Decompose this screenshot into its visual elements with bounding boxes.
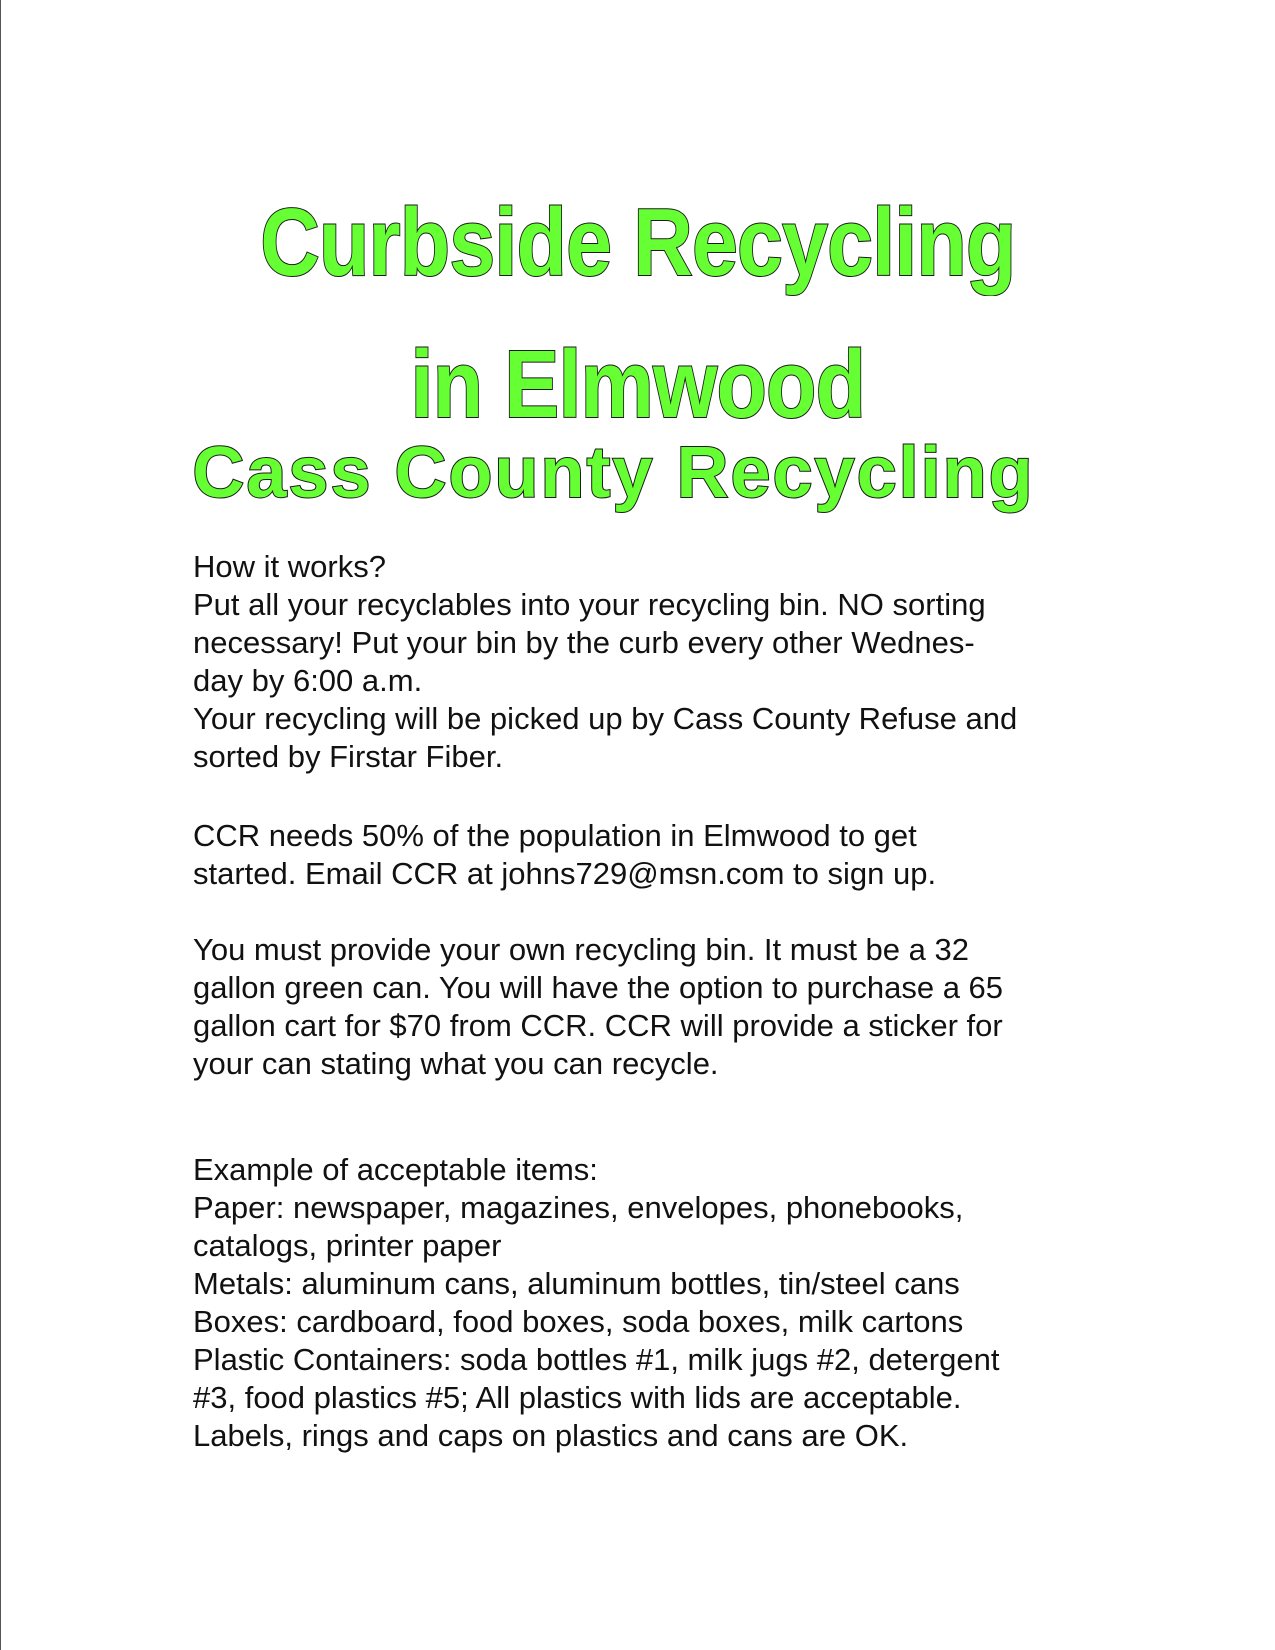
- page-title-line1: Curbside Recycling: [260, 189, 1016, 296]
- bin-info-line: You must provide your own recycling bin. It must be a 32: [193, 932, 969, 967]
- how-it-works-line: Your recycling will be picked up by Cass County Refuse and: [193, 701, 1018, 736]
- acceptable-items-line: #3, food plastics #5; All plastics with lids are acceptable.: [193, 1380, 962, 1415]
- acceptable-items-line: catalogs, printer paper: [193, 1228, 502, 1263]
- how-it-works-heading: How it works?: [193, 549, 386, 584]
- acceptable-items-line: Boxes: cardboard, food boxes, soda boxes, milk cartons: [193, 1304, 964, 1339]
- page-title-line2: in Elmwood: [410, 331, 866, 438]
- acceptable-items-line: Metals: aluminum cans, aluminum bottles, tin/steel cans: [193, 1266, 960, 1301]
- acceptable-items-line: Paper: newspaper, magazines, envelopes, phonebooks,: [193, 1190, 964, 1225]
- how-it-works-line: sorted by Firstar Fiber.: [193, 739, 504, 774]
- acceptable-items-line: Plastic Containers: soda bottles #1, milk jugs #2, detergent: [193, 1342, 1000, 1377]
- how-it-works-line: necessary! Put your bin by the curb every other Wednes-: [193, 625, 975, 660]
- ccr-signup-line: CCR needs 50% of the population in Elmwood to get: [193, 818, 917, 853]
- bin-info-section: [193, 931, 1113, 1083]
- ccr-signup-section: [193, 817, 1113, 893]
- bin-info-line: gallon green can. You will have the option to purchase a 65: [193, 970, 1004, 1005]
- page-subtitle: Cass County Recycling: [192, 433, 1035, 513]
- acceptable-items-line: Labels, rings and caps on plastics and cans are OK.: [193, 1418, 909, 1453]
- how-it-works-section: [193, 548, 1113, 776]
- bin-info-line: gallon cart for $70 from CCR. CCR will provide a sticker for: [193, 1008, 1003, 1043]
- acceptable-items-heading: Example of acceptable items:: [193, 1152, 598, 1187]
- acceptable-items-section: [193, 1151, 1113, 1455]
- how-it-works-line: Put all your recyclables into your recycling bin. NO sorting: [193, 587, 986, 622]
- page-left-edge: [0, 0, 1, 1650]
- how-it-works-line: day by 6:00 a.m.: [193, 663, 423, 698]
- bin-info-line: your can stating what you can recycle.: [193, 1046, 719, 1081]
- ccr-signup-line: started. Email CCR at johns729@msn.com to sign up.: [193, 856, 937, 891]
